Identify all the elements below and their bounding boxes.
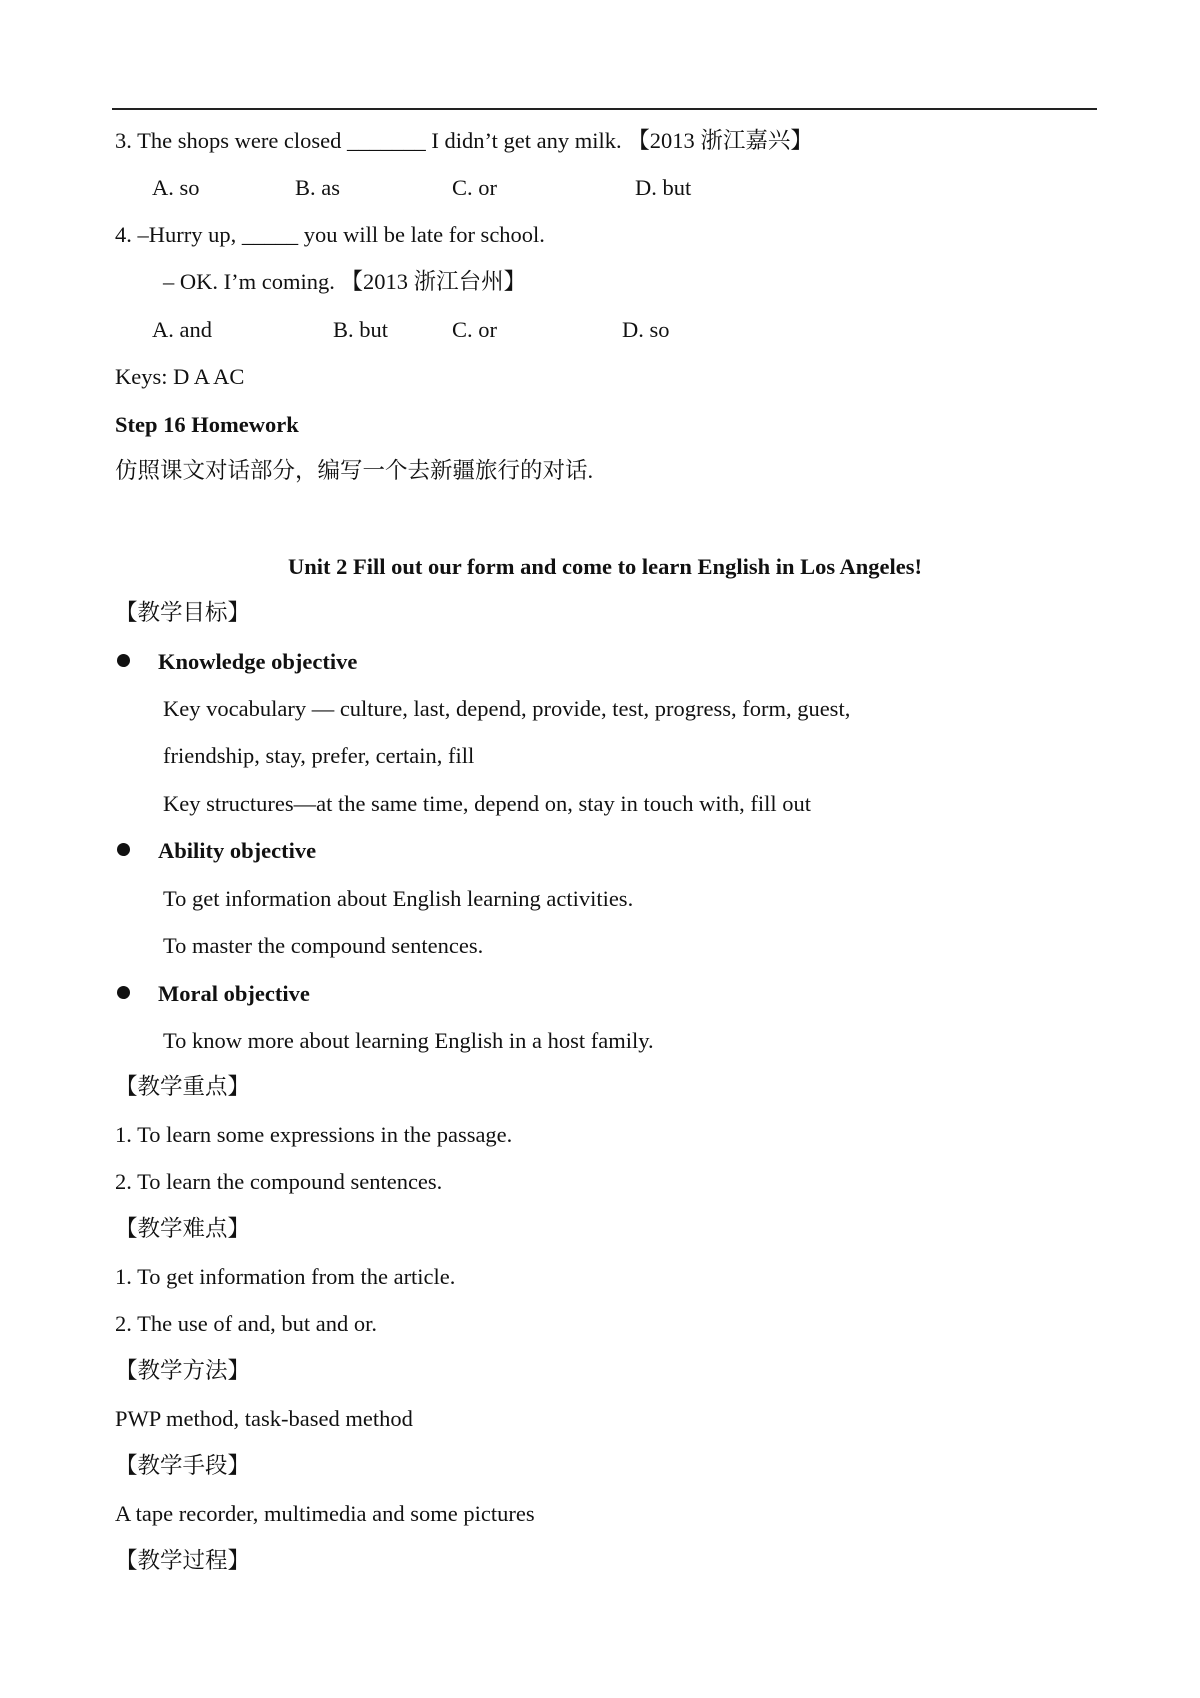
- knowledge-line-1: Key vocabulary — culture, last, depend, provide, test, progress, form, guest,: [163, 696, 851, 721]
- question-4-option-a: A. and: [152, 317, 212, 342]
- unit-title: Unit 2 Fill out our form and come to learn English in Los Angeles!: [288, 554, 922, 579]
- homework-heading: Step 16 Homework: [115, 412, 299, 437]
- aids-heading: 【教学手段】: [115, 1453, 251, 1478]
- question-3-option-d: D. but: [635, 175, 692, 200]
- difficulty-2: 2. The use of and, but and or.: [115, 1311, 378, 1336]
- bullet-icon: [117, 843, 130, 856]
- question-4-reply: – OK. I’m coming. 【2013 浙江台州】: [163, 269, 527, 294]
- ability-objective-title: Ability objective: [158, 838, 317, 863]
- key-point-1: 1. To learn some expressions in the passage.: [115, 1122, 513, 1147]
- knowledge-objective-title: Knowledge objective: [158, 649, 358, 674]
- question-3-option-c: C. or: [452, 175, 497, 200]
- bullet-icon: [117, 654, 130, 667]
- objectives-heading: 【教学目标】: [115, 600, 251, 625]
- header-rule: [112, 108, 1097, 110]
- moral-objective-title: Moral objective: [158, 981, 310, 1006]
- question-4-stem: 4. –Hurry up, _____ you will be late for school.: [115, 222, 545, 247]
- homework-text: 仿照课文对话部分，编写一个去新疆旅行的对话.: [115, 458, 594, 483]
- question-3-option-b: B. as: [295, 175, 340, 200]
- methods-heading: 【教学方法】: [115, 1358, 251, 1383]
- ability-line-1: To get information about English learning activities.: [163, 886, 634, 911]
- methods-text: PWP method, task-based method: [115, 1406, 413, 1431]
- ability-line-2: To master the compound sentences.: [163, 933, 484, 958]
- key-points-heading: 【教学重点】: [115, 1074, 251, 1099]
- bullet-icon: [117, 986, 130, 999]
- moral-line-1: To know more about learning English in a host family.: [163, 1028, 654, 1053]
- question-3-stem: 3. The shops were closed _______ I didn’t get any milk. 【2013 浙江嘉兴】: [115, 128, 813, 153]
- question-4-option-d: D. so: [622, 317, 670, 342]
- knowledge-line-2: friendship, stay, prefer, certain, fill: [163, 743, 475, 768]
- difficulty-1: 1. To get information from the article.: [115, 1264, 456, 1289]
- answer-keys: Keys: D A AC: [115, 364, 245, 389]
- process-heading: 【教学过程】: [115, 1548, 251, 1573]
- aids-text: A tape recorder, multimedia and some pictures: [115, 1501, 535, 1526]
- question-4-option-c: C. or: [452, 317, 497, 342]
- question-3-option-a: A. so: [152, 175, 200, 200]
- knowledge-line-3: Key structures—at the same time, depend on, stay in touch with, fill out: [163, 791, 811, 816]
- difficulties-heading: 【教学难点】: [115, 1216, 251, 1241]
- question-4-option-b: B. but: [333, 317, 389, 342]
- key-point-2: 2. To learn the compound sentences.: [115, 1169, 443, 1194]
